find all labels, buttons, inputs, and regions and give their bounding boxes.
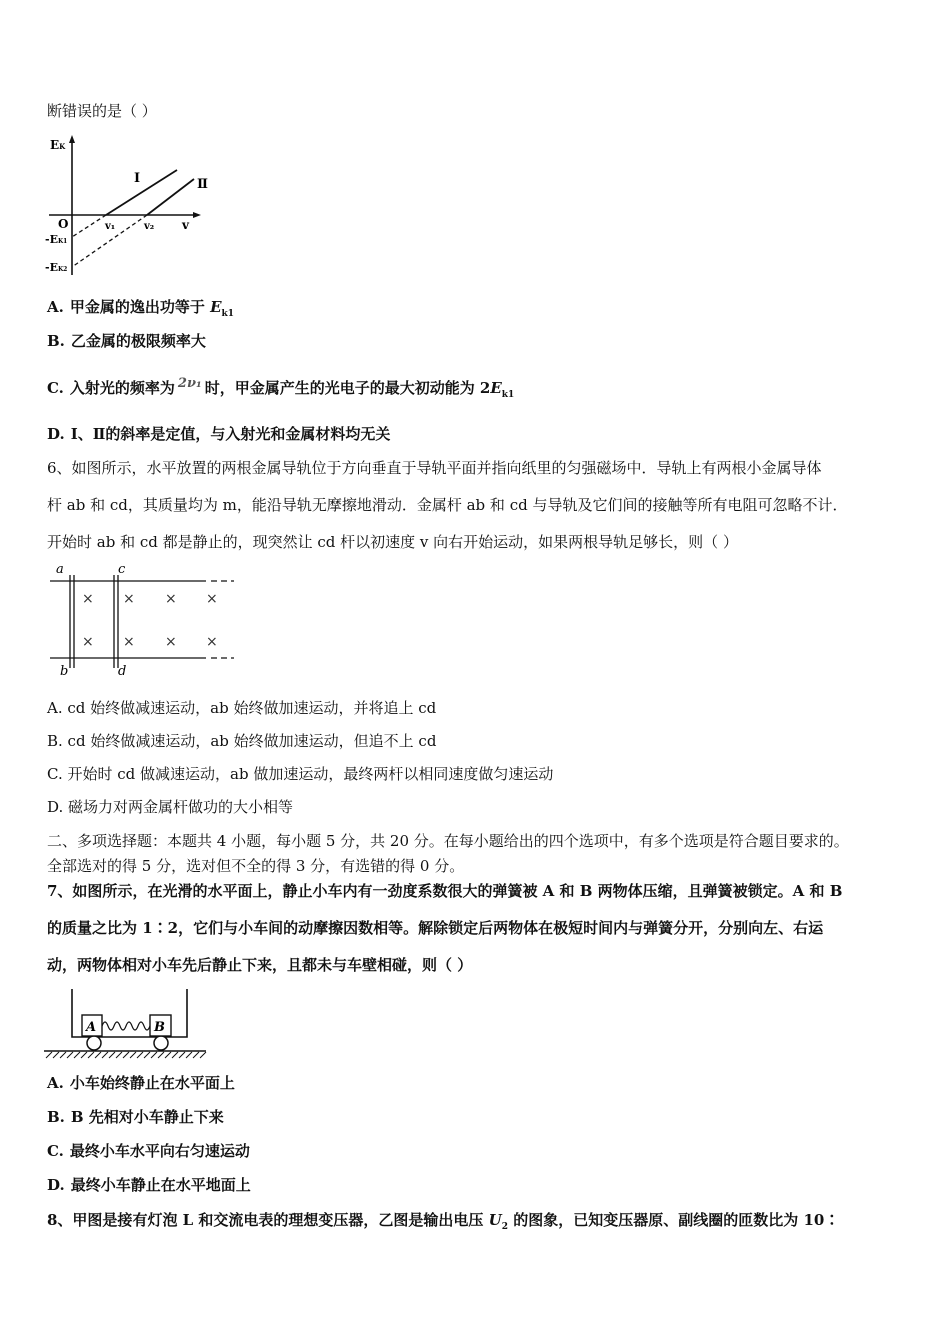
graph-line2-label: Ⅱ (197, 177, 208, 192)
graph-ek1: -EK1 (45, 233, 68, 246)
graph-ek2: -EK2 (45, 261, 68, 274)
freq-formula: 2ν₁ (177, 376, 202, 391)
q7-stem-line-2: 的质量之比为 1∶2，它们与小车间的动摩擦因数相等。解除锁定后两物体在极短时间内与弹簧分开，分别向左、右运 (47, 919, 824, 937)
q7-option-d[interactable]: D. 最终小车静止在水平地面上 (47, 1176, 251, 1194)
field-cross: × (206, 634, 218, 650)
q5-stem-tail: 断错误的是（ ） (47, 102, 157, 120)
q6-option-a[interactable]: A. cd 始终做减速运动，ab 始终做加速运动，并将追上 cd (47, 699, 437, 717)
graph-line1-label: Ⅰ (134, 171, 141, 186)
q6-stem-line-3: 开始时 ab 和 cd 都是静止的，现突然让 cd 杆以初速度 v 向右开始运动，如果两根导轨足够长，则（ ） (47, 533, 738, 551)
q6-rails-figure (46, 560, 246, 680)
rail-label-b: b (60, 664, 69, 679)
field-cross: × (206, 591, 218, 607)
q8-stem: 8、甲图是接有灯泡 L 和交流电表的理想变压器，乙图是输出电压 $U_2$ 的图象，已知变压器原、副线圈的匝数比为 10∶ (47, 1211, 840, 1232)
rail-label-d: d (118, 664, 127, 679)
q5-option-c[interactable]: C. 入射光的频率为 2ν₁ 时，甲金属产生的光电子的最大初动能为 $2E_{k1}$ (47, 376, 515, 400)
rail-label-c: c (118, 562, 126, 577)
field-cross: × (123, 591, 135, 607)
q6-stem-line-1: 6、如图所示，水平放置的两根金属导轨位于方向垂直于导轨平面并指向纸里的匀强磁场中．导轨上有两根小金属导体 (47, 459, 822, 477)
rail-label-a: a (56, 562, 64, 577)
graph-v1: v₁ (105, 221, 116, 232)
graph-origin: O (58, 217, 69, 231)
q7-option-c[interactable]: C. 最终小车水平向右匀速运动 (47, 1142, 250, 1160)
q5-option-a[interactable]: A. 甲金属的逸出功等于 $E_{k1}$ (47, 298, 235, 319)
field-cross: × (165, 634, 177, 650)
graph-v2: v₂ (144, 221, 155, 232)
q5-option-b[interactable]: B. 乙金属的极限频率大 (47, 332, 206, 350)
q5-option-d[interactable]: D. Ⅰ、Ⅱ的斜率是定值，与入射光和金属材料均无关 (47, 425, 391, 443)
field-cross: × (82, 591, 94, 607)
q6-option-c[interactable]: C. 开始时 cd 做减速运动，ab 做加速运动，最终两杆以相同速度做匀速运动 (47, 765, 554, 783)
q7-stem-line-3: 动，两物体相对小车先后静止下来，且都未与车壁相碰，则（ ） (47, 956, 473, 974)
q5-ek-v-graph (44, 132, 224, 277)
field-cross: × (82, 634, 94, 650)
q6-option-b[interactable]: B. cd 始终做减速运动，ab 始终做加速运动，但追不上 cd (47, 732, 437, 750)
q6-stem-line-2: 杆 ab 和 cd，其质量均为 m，能沿导轨无摩擦地滑动．金属杆 ab 和 cd 与导轨及它们间的接触等所有电阻可忽略不计． (47, 496, 848, 514)
block-b-label: B (154, 1020, 165, 1035)
q7-stem-line-1: 7、如图所示，在光滑的水平面上，静止小车内有一劲度系数很大的弹簧被 A 和 B 两物体压缩，且弹簧被锁定。A 和 B (47, 882, 843, 900)
section2-line-1: 二、多项选择题：本题共 4 小题，每小题 5 分，共 20 分。在每小题给出的四个选项中，有多个选项是符合题目要求的。 (47, 832, 849, 850)
block-a-label: A (86, 1020, 97, 1035)
graph-y-label: EK (50, 138, 66, 152)
q7-option-a[interactable]: A. 小车始终静止在水平面上 (47, 1074, 235, 1092)
section2-line-2: 全部选对的得 5 分，选对但不全的得 3 分，有选错的得 0 分。 (47, 857, 465, 875)
graph-x-label: v (182, 218, 189, 232)
q6-option-d[interactable]: D. 磁场力对两金属杆做功的大小相等 (47, 798, 294, 816)
q7-cart-figure (44, 985, 214, 1060)
field-cross: × (123, 634, 135, 650)
q7-option-b[interactable]: B. B 先相对小车静止下来 (47, 1108, 224, 1126)
field-cross: × (165, 591, 177, 607)
